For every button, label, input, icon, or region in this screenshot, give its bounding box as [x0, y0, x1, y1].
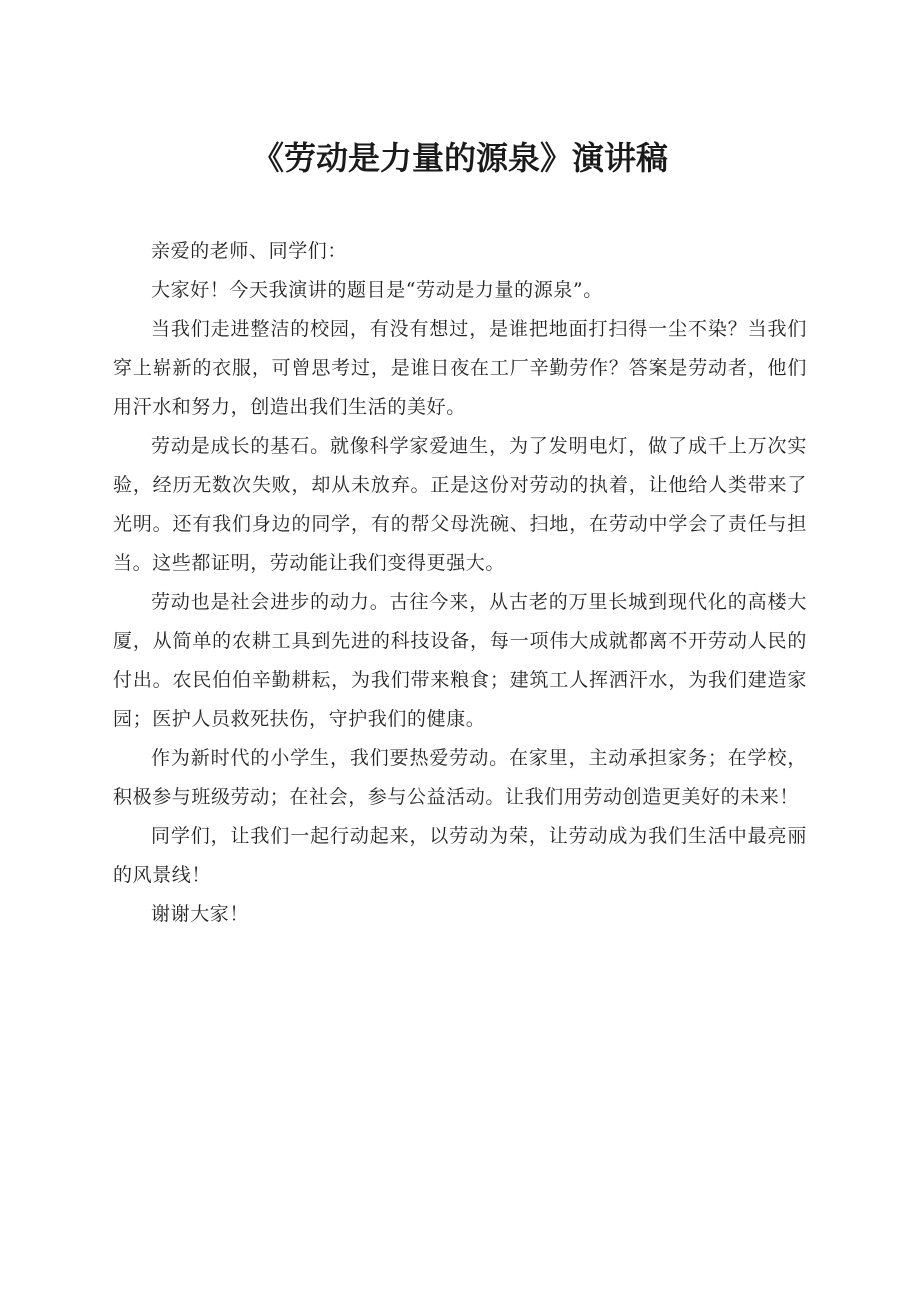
paragraph-campus: 当我们走进整洁的校园，有没有想过，是谁把地面打扫得一尘不染？当我们穿上崭新的衣服，可曾思考过，是谁日夜在工厂辛勤劳作？答案是劳动者，他们用汗水和努力，创造出我们生活的美好。	[113, 318, 807, 418]
paragraph-call-to-action: 同学们，让我们一起行动起来，以劳动为荣，让劳动成为我们生活中最亮丽的风景线！	[113, 825, 807, 886]
speech-body	[113, 232, 807, 934]
paragraph-progress: 劳动也是社会进步的动力。古往今来，从古老的万里长城到现代化的高楼大厦，从简单的农耕工具到先进的科技设备，每一项伟大成就都离不开劳动人民的付出。农民伯伯辛勤耕耘，为我们带来粮食；建筑工人挥洒汗水，为我们建造家园；医护人员救死扶伤，守护我们的健康。	[113, 591, 807, 730]
speech-title: 《劳动是力量的源泉》演讲稿	[251, 139, 668, 177]
paragraph-intro: 大家好！今天我演讲的题目是“劳动是力量的源泉”。	[151, 279, 603, 301]
paragraph-students: 作为新时代的小学生，我们要热爱劳动。在家里，主动承担家务；在学校，积极参与班级劳动；在社会，参与公益活动。让我们用劳动创造更美好的未来！	[113, 747, 807, 808]
paragraph-greeting: 亲爱的老师、同学们：	[151, 240, 348, 262]
paragraph-thanks: 谢谢大家！	[151, 903, 250, 925]
paragraph-growth: 劳动是成长的基石。就像科学家爱迪生，为了发明电灯，做了成千上万次实验，经历无数次失败，却从未放弃。正是这份对劳动的执着，让他给人类带来了光明。还有我们身边的同学，有的帮父母洗碗、扫地，在劳动中学会了责任与担当。这些都证明，劳动能让我们变得更强大。	[113, 435, 807, 574]
